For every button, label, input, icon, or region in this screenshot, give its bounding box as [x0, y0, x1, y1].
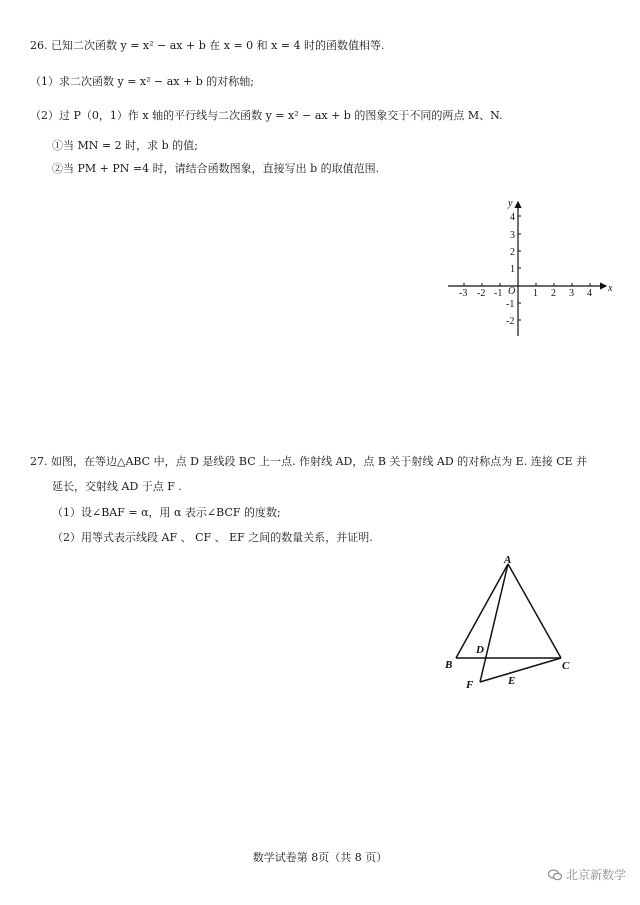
point-F-label: F	[466, 679, 474, 691]
q27-part1: （1）设∠BAF = α，用 α 表示∠BCF 的度数;	[52, 506, 281, 519]
y-tick-label: -2	[506, 316, 515, 327]
x-tick-label: -1	[494, 288, 503, 299]
x-tick-label: 3	[569, 288, 574, 299]
q27-stem-line2: 延长，交射线 AD 于点 F .	[52, 480, 182, 493]
point-C-label: C	[562, 660, 570, 672]
watermark	[548, 866, 626, 883]
point-A-label: A	[504, 554, 512, 566]
y-tick-label: 2	[510, 247, 515, 258]
q26-part2: （2）过 P（0，1）作 x 轴的平行线与二次函数 y = x² − ax + b 的图象交于不同的两点 M、N.	[30, 109, 503, 122]
ray-AF	[480, 564, 508, 682]
point-E-label: E	[508, 675, 516, 687]
y-tick-label: 3	[510, 230, 515, 241]
q26-sub1: ①当 MN = 2 时，求 b 的值;	[52, 139, 198, 152]
q26-sub2: ②当 PM + PN =4 时，请结合函数图象，直接写出 b 的取值范围.	[52, 162, 380, 175]
point-D-label: D	[476, 644, 484, 656]
triangle-figure	[440, 552, 580, 692]
q27-part2: （2）用等式表示线段 AF 、 CF 、 EF 之间的数量关系，并证明.	[52, 531, 373, 544]
point-B-label: B	[445, 659, 453, 671]
y-axis-label: y	[508, 198, 513, 209]
wechat-icon	[548, 869, 562, 881]
segment-AC	[508, 564, 561, 658]
x-tick-label: 1	[533, 288, 538, 299]
x-tick-label: -3	[459, 288, 468, 299]
segment-CF	[480, 658, 561, 682]
y-tick-label: 1	[510, 264, 515, 275]
x-axis-label: x	[608, 283, 613, 294]
x-tick-label: 2	[551, 288, 556, 299]
q26-stem: 26. 已知二次函数 y = x² − ax + b 在 x = 0 和 x = 4 时的函数值相等.	[30, 39, 385, 52]
q27-stem-line1: 27. 如图，在等边△ABC 中，点 D 是线段 BC 上一点. 作射线 AD，点 B 关于射线 AD 的对称点为 E. 连接 CE 并	[30, 455, 588, 468]
x-tick-label: 4	[587, 288, 592, 299]
coordinate-system	[448, 190, 618, 340]
x-tick-label: -2	[477, 288, 486, 299]
watermark-text: 北京新数学	[565, 868, 626, 882]
y-tick-label: 4	[510, 212, 515, 223]
y-tick-label: -1	[506, 299, 515, 310]
q26-part1: （1）求二次函数 y = x² − ax + b 的对称轴;	[30, 75, 254, 88]
page-footer: 数学试卷第 8页（共 8 页）	[252, 851, 388, 864]
origin-label: O	[508, 286, 516, 297]
